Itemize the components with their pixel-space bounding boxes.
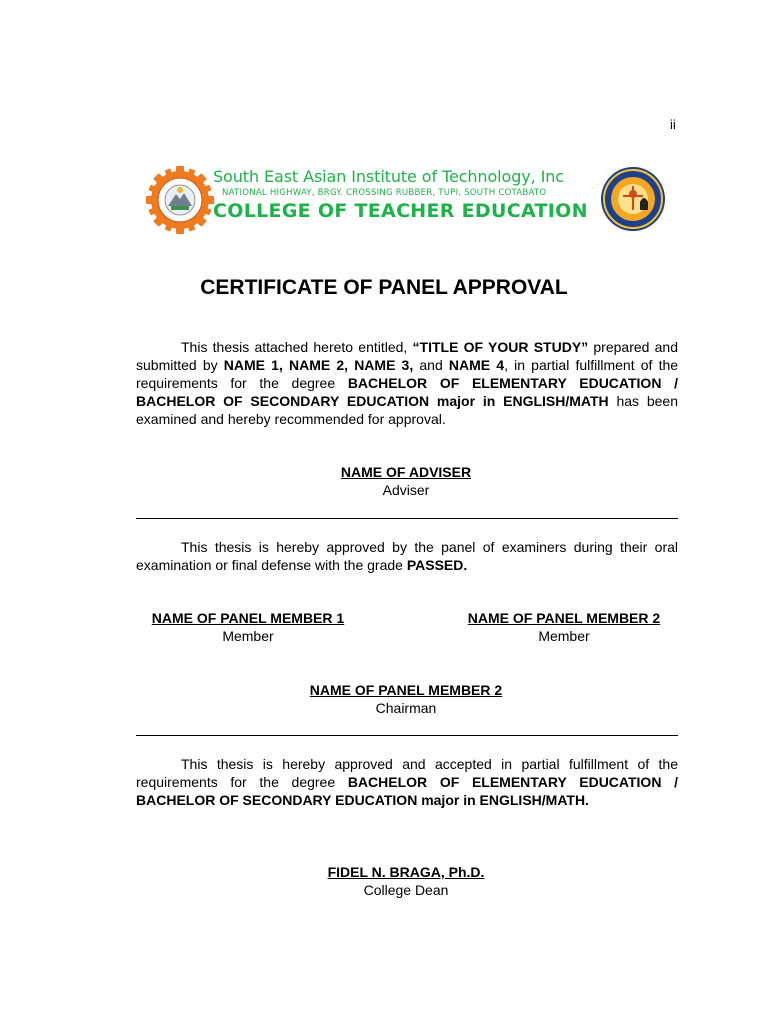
letterhead	[146, 166, 666, 236]
adviser-role: Adviser	[382, 482, 430, 498]
approval-paragraph: This thesis attached hereto entitled, “TITLE OF YOUR STUDY” prepared and submitted by NAME 1, NAME 2, NAME 3, and NAME 4, in partial fulfillment of the requirements for the degree BACHELOR OF ELEMENTARY EDUCATION / BACHELOR OF SECONDARY EDUCATION major in ENGLISH/MATH has been examined and hereby recommended for approval.	[136, 339, 679, 427]
chairman-role: Chairman	[375, 700, 437, 716]
author-names: NAME 1, NAME 2, NAME 3,	[223, 357, 414, 373]
document-title: CERTIFICATE OF PANEL APPROVAL	[200, 276, 568, 299]
author-name-4: NAME 4	[448, 357, 505, 373]
institute-seal-icon	[146, 166, 214, 234]
adviser-name: NAME OF ADVISER	[340, 464, 472, 480]
page-number: ii	[670, 117, 676, 132]
panel-member-2-role: Member	[538, 628, 590, 644]
dean-signature-block	[284, 863, 528, 899]
study-title: “TITLE OF YOUR STUDY”	[412, 339, 589, 355]
panel-approval-paragraph: This thesis is hereby approved by the panel of examiners during their oral examination or final defense with the grade PASSED.	[136, 539, 678, 573]
chairman-signature-block	[284, 681, 528, 717]
chairman-name: NAME OF PANEL MEMBER 2	[309, 682, 503, 698]
college-name: COLLEGE OF TEACHER EDUCATION	[213, 200, 588, 222]
institution-name: South East Asian Institute of Technology, Inc	[213, 167, 564, 186]
dean-name: FIDEL N. BRAGA, Ph.D.	[327, 864, 485, 880]
adviser-signature-block	[284, 463, 528, 499]
college-seal-icon	[600, 166, 666, 232]
degree-text: BACHELOR OF ELEMENTARY EDUCATION / BACHELOR OF SECONDARY EDUCATION major in ENGLISH/MATH	[136, 375, 678, 409]
panel-member-2-name: NAME OF PANEL MEMBER 2	[467, 610, 661, 626]
institution-address: NATIONAL HIGHWAY, BRGY. CROSSING RUBBER, TUPI, SOUTH COTABATO	[222, 188, 547, 198]
acceptance-paragraph: This thesis is hereby approved and accepted in partial fulfillment of the requirements for the degree BACHELOR OF ELEMENTARY EDUCATION / BACHELOR OF SECONDARY EDUCATION major in ENGLISH/MATH.	[136, 756, 678, 808]
panel-member-1-name: NAME OF PANEL MEMBER 1	[151, 610, 345, 626]
divider	[136, 518, 678, 519]
panel-member-1-role: Member	[222, 628, 274, 644]
dean-role: College Dean	[363, 882, 449, 898]
panel-member-2-signature-block	[442, 609, 686, 645]
panel-member-1-signature-block	[126, 609, 370, 645]
grade: PASSED.	[406, 557, 468, 573]
divider	[136, 735, 678, 736]
degree-text: BACHELOR OF ELEMENTARY EDUCATION / BACHELOR OF SECONDARY EDUCATION major in ENGLISH/MATH.	[136, 774, 678, 808]
